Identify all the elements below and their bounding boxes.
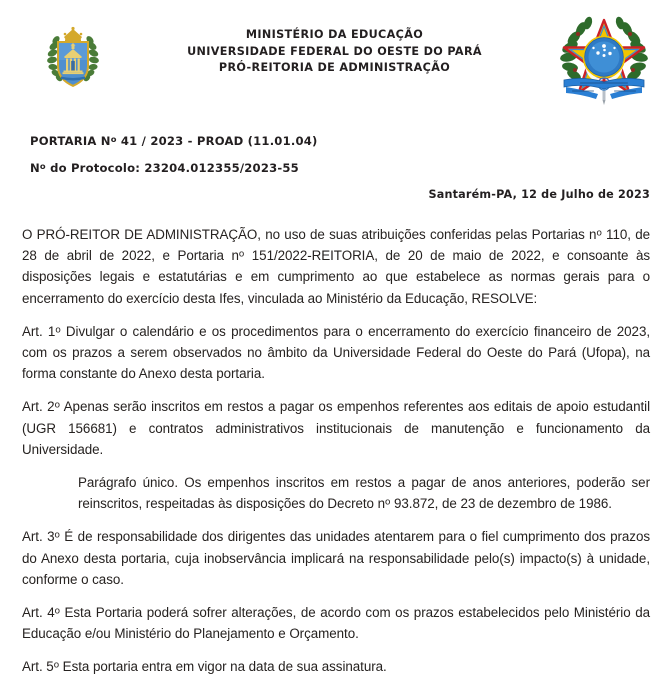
header-line-ministry: MINISTÉRIO DA EDUCAÇÃO [245,28,424,41]
page-title-text: PORTARIA $N^o$ 41 / 2023 - PROAD (11.01.04) [30,133,318,148]
document-header [0,0,669,116]
paragraph-art-2: Art. 2$^o$ Apenas serão inscritos em restos a pagar os empenhos referentes aos editais de apoio estudantil (UGR 156681) e contratos administrativos institucionais de manutenção e funcionamento da Universidade. [22,399,651,457]
protocol-number-text: $N^o$ do Protocolo: 23204.012355/2023-55 [30,160,299,175]
paragraph-art-4: Art. 4$^o$ Esta Portaria poderá sofrer alterações, de acordo com os prazos estabelecidos pelo Ministério da Educação e/ou Ministério do Planejamento e Orçamento. [22,605,650,642]
document-body [0,224,669,678]
paragraph-art-1: Art. 1$^o$ Divulgar o calendário e os procedimentos para o encerramento do exercício financeiro de 2023, com os prazos a serem observados no âmbito da Universidade Federal do Oeste do Pará (Ufopa), na forma constante do Anexo desta portaria. [22,323,651,382]
header-line-university: UNIVERSIDADE FEDERAL DO OESTE DO PARÁ [187,44,482,58]
title-block [0,116,669,175]
place-and-date [0,175,669,201]
header-text-block [187,0,482,77]
page-title [30,116,669,148]
brazil-coat-of-arms-icon [560,14,648,106]
place-and-date-text: Santarém-PA, 12 de Julho de 2023 [428,188,650,201]
paragraph-art-2-paragrafo-unico: Parágrafo único. Os empenhos inscritos em restos a pagar de anos anteriores, poderão ser reinscritos, respeitadas às disposições do Decreto $n^o$ 93.872, de 23 de dezembro de 1986. [78,475,650,512]
paragraph-art-3: Art. 3$^o$ É de responsabilidade dos dirigentes das unidades atentarem para o fiel cumprimento dos prazos do Anexo desta portaria, cuja inobservância implicará na responsabilidade pelo(s) impacto(s) à unidade, conforme o caso. [22,529,650,587]
ufopa-coat-of-arms-icon [46,26,100,92]
protocol-number [30,148,669,175]
header-line-proreitoria: PRÓ-REITORIA DE ADMINISTRAÇÃO [218,61,451,74]
paragraph-art-5: Art. 5$^o$ Esta portaria entra em vigor na data de sua assinatura. [22,659,387,675]
paragraph-preamble: O PRÓ-REITOR DE ADMINISTRAÇÃO, no uso de suas atribuições conferidas pelas Portarias $n^o$ 110, de 28 de abril de 2022, e Portaria $n^o$ 151/2022-REITORIA, de 20 de maio de 2022, e consoante às disposições legais e estatutárias e em cumprimento ao que estabelece as normas gerais para o encerramento do exercício desta Ifes, vinculada ao Ministério da Educação, RESOLVE: [22,227,650,306]
